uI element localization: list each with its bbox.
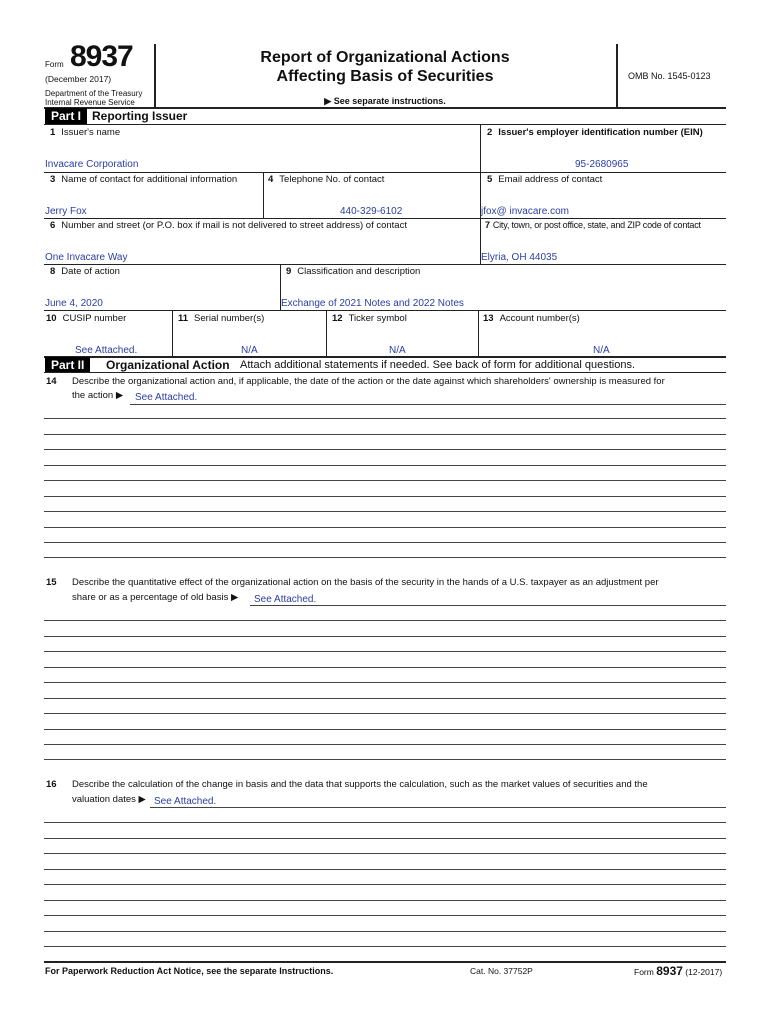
telephone-field[interactable]: 440-329-6102 <box>340 206 403 217</box>
service-line: Internal Revenue Service <box>45 98 135 107</box>
line3-label: 3 Name of contact for additional information <box>50 174 238 185</box>
line15-text: Describe the quantitative effect of the organizational action on the basis of the security in the hands of a U.S. taxpayer as an adjustment per <box>72 577 659 588</box>
line9-label: 9 Classification and description <box>286 266 421 277</box>
line15-field[interactable]: See Attached. <box>254 594 317 605</box>
line15-text-cont: share or as a percentage of old basis ▶ <box>72 592 239 603</box>
line14-text-cont: the action ▶ <box>72 390 124 401</box>
see-instructions: ▶ See separate instructions. <box>324 96 446 106</box>
department-line: Department of the Treasury <box>45 89 143 98</box>
serial-number-field[interactable]: N/A <box>241 345 258 356</box>
form-number: 8937 <box>70 40 133 73</box>
line14-field[interactable]: See Attached. <box>135 392 198 403</box>
line16-field[interactable]: See Attached. <box>154 796 217 807</box>
street-address-field[interactable]: One Invacare Way <box>45 252 128 263</box>
paperwork-notice: For Paperwork Reduction Act Notice, see the separate Instructions. <box>45 966 334 976</box>
part2-title: Organizational Action <box>106 358 230 372</box>
contact-name-field[interactable]: Jerry Fox <box>45 206 87 217</box>
classification-field[interactable]: Exchange of 2021 Notes and 2022 Notes <box>281 298 464 309</box>
ein-field[interactable]: 95-2680965 <box>575 159 629 170</box>
line16-text-cont: valuation dates ▶ <box>72 794 146 805</box>
account-number-field[interactable]: N/A <box>593 345 610 356</box>
catalog-number: Cat. No. 37752P <box>470 966 533 976</box>
line12-label: 12 Ticker symbol <box>332 313 407 324</box>
line6-label: 6 Number and street (or P.O. box if mail is not delivered to street address) of contact <box>50 220 407 231</box>
part2-subtitle: Attach additional statements if needed. See back of form for additional questions. <box>240 359 636 371</box>
ticker-symbol-field[interactable]: N/A <box>389 345 406 356</box>
line14-number: 14 <box>46 376 57 387</box>
line16-text: Describe the calculation of the change in basis and the data that supports the calculation, such as the market values of securities and the <box>72 779 648 790</box>
line11-label: 11 Serial number(s) <box>178 313 265 324</box>
omb-number: OMB No. 1545-0123 <box>628 71 711 81</box>
date-of-action-field[interactable]: June 4, 2020 <box>45 298 103 309</box>
part1-title: Reporting Issuer <box>92 109 188 123</box>
line16-number: 16 <box>46 779 57 790</box>
part2-label: Part II <box>45 357 90 373</box>
line4-label: 4 Telephone No. of contact <box>268 174 385 185</box>
cusip-field[interactable]: See Attached. <box>75 345 138 356</box>
email-field[interactable]: jfox@ invacare.com <box>481 206 569 217</box>
line15-number: 15 <box>46 577 57 588</box>
issuer-name-field[interactable]: Invacare Corporation <box>45 159 139 170</box>
form-title-line1: Report of Organizational Actions <box>260 49 510 66</box>
footer-form-id: Form 8937 (12-2017) <box>634 964 723 978</box>
line8-label: 8 Date of action <box>50 266 120 277</box>
form-word: Form <box>45 60 64 69</box>
form-title-line2: Affecting Basis of Securities <box>276 68 494 85</box>
form-revision: (December 2017) <box>45 74 112 84</box>
part1-label: Part I <box>45 108 87 124</box>
line5-label: 5 Email address of contact <box>487 174 603 185</box>
line13-label: 13 Account number(s) <box>483 313 580 324</box>
line14-text: Describe the organizational action and, if applicable, the date of the action or the date against which shareholders' ownership is measured for <box>72 376 665 387</box>
city-state-zip-field[interactable]: Elyria, OH 44035 <box>481 252 558 263</box>
line1-label: 1 Issuer's name <box>50 127 121 138</box>
line10-label: 10 CUSIP number <box>46 313 127 324</box>
line2-label: 2 Issuer's employer identification number (EIN) <box>487 127 703 138</box>
line7-label: 7 City, town, or post office, state, and ZIP code of contact <box>485 220 701 230</box>
